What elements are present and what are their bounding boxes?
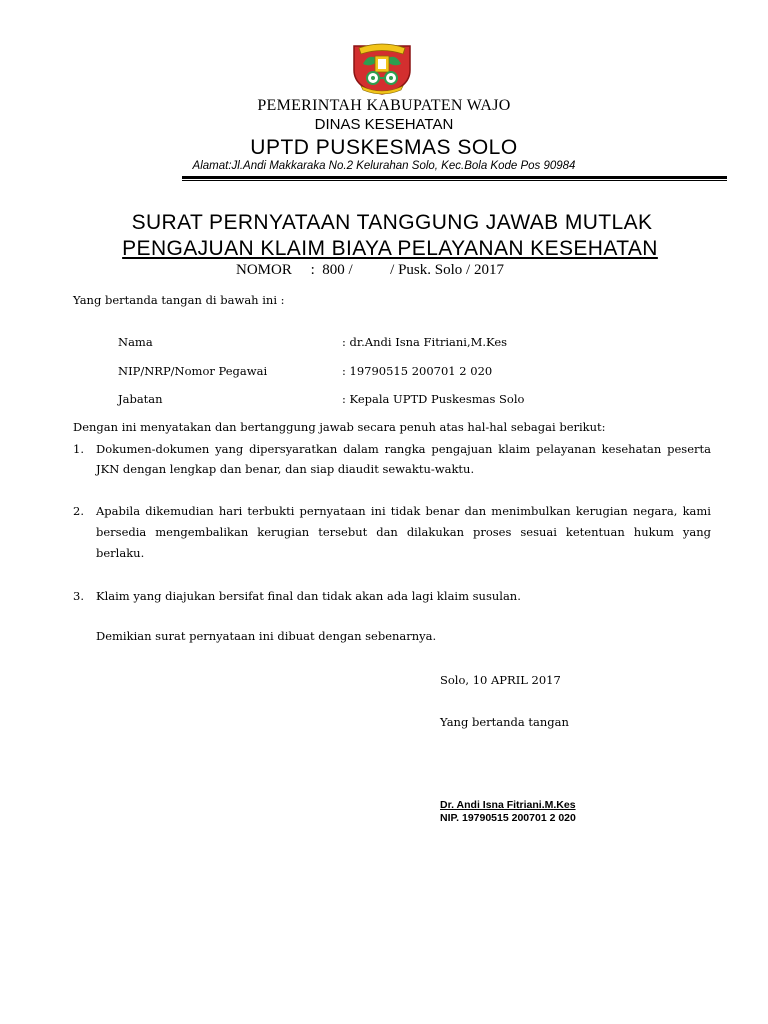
point-3-line-1: Klaim yang diajukan bersifat final dan tidak akan ada lagi klaim susulan.: [96, 589, 521, 603]
identity-label-position: Jabatan: [118, 392, 163, 406]
intro-text: Yang bertanda tangan di bawah ini :: [73, 293, 285, 307]
point-2-line-2: bersedia mengembalikan kerugian tersebut dan dilakukan proses sesuai ketentuan hukum yang: [96, 525, 711, 539]
signature-caption: Yang bertanda tangan: [440, 715, 569, 729]
document-title: SURAT PERNYATAAN TANGGUNG JAWAB MUTLAK: [131, 211, 653, 234]
letterhead-address: Alamat:Jl.Andi Makkaraka No.2 Kelurahan Solo, Kec.Bola Kode Pos 90984: [192, 160, 576, 172]
statement-intro: Dengan ini menyatakan dan bertanggung jawab secara penuh atas hal-hal sebagai berikut:: [73, 420, 606, 434]
point-number-2: 2.: [73, 504, 84, 518]
signatory-name: Dr. Andi Isna Fitriani.M.Kes: [440, 799, 576, 811]
closing-statement: Demikian surat pernyataan ini dibuat dengan sebenarnya.: [96, 629, 437, 643]
letterhead-department: DINAS KESEHATAN: [314, 116, 454, 133]
point-number-1: 1.: [73, 442, 84, 456]
signatory-nip: NIP. 19790515 200701 2 020: [440, 812, 576, 824]
regency-logo: [349, 38, 415, 96]
identity-value-position: : Kepala UPTD Puskesmas Solo: [342, 392, 525, 406]
identity-label-nip: NIP/NRP/Nomor Pegawai: [118, 364, 268, 378]
signature-place-date: Solo, 10 APRIL 2017: [440, 673, 561, 687]
point-number-3: 3.: [73, 589, 84, 603]
point-2-line-1: Apabila dikemudian hari terbukti pernyataan ini tidak benar dan menimbulkan kerugian negara, kami: [96, 504, 711, 518]
letterhead-government: PEMERINTAH KABUPATEN WAJO: [257, 97, 511, 114]
letterhead-unit: UPTD PUSKESMAS SOLO: [250, 136, 518, 159]
document-number: NOMOR : 800 / / Pusk. Solo / 2017: [236, 262, 504, 278]
letterhead-rule-thin: [182, 180, 727, 181]
identity-value-name: : dr.Andi Isna Fitriani,M.Kes: [342, 335, 508, 349]
point-2-line-3: berlaku.: [96, 546, 145, 560]
identity-value-nip: : 19790515 200701 2 020: [342, 364, 493, 378]
document-subtitle: PENGAJUAN KLAIM BIAYA PELAYANAN KESEHATAN: [122, 237, 658, 260]
identity-label-name: Nama: [118, 335, 153, 349]
point-1-line-2: JKN dengan lengkap dan benar, dan siap diaudit sewaktu-waktu.: [96, 462, 475, 476]
letterhead-rule-thick: [182, 176, 727, 179]
point-1-line-1: Dokumen-dokumen yang dipersyaratkan dalam rangka pengajuan klaim pelayanan kesehatan peserta: [96, 442, 711, 456]
